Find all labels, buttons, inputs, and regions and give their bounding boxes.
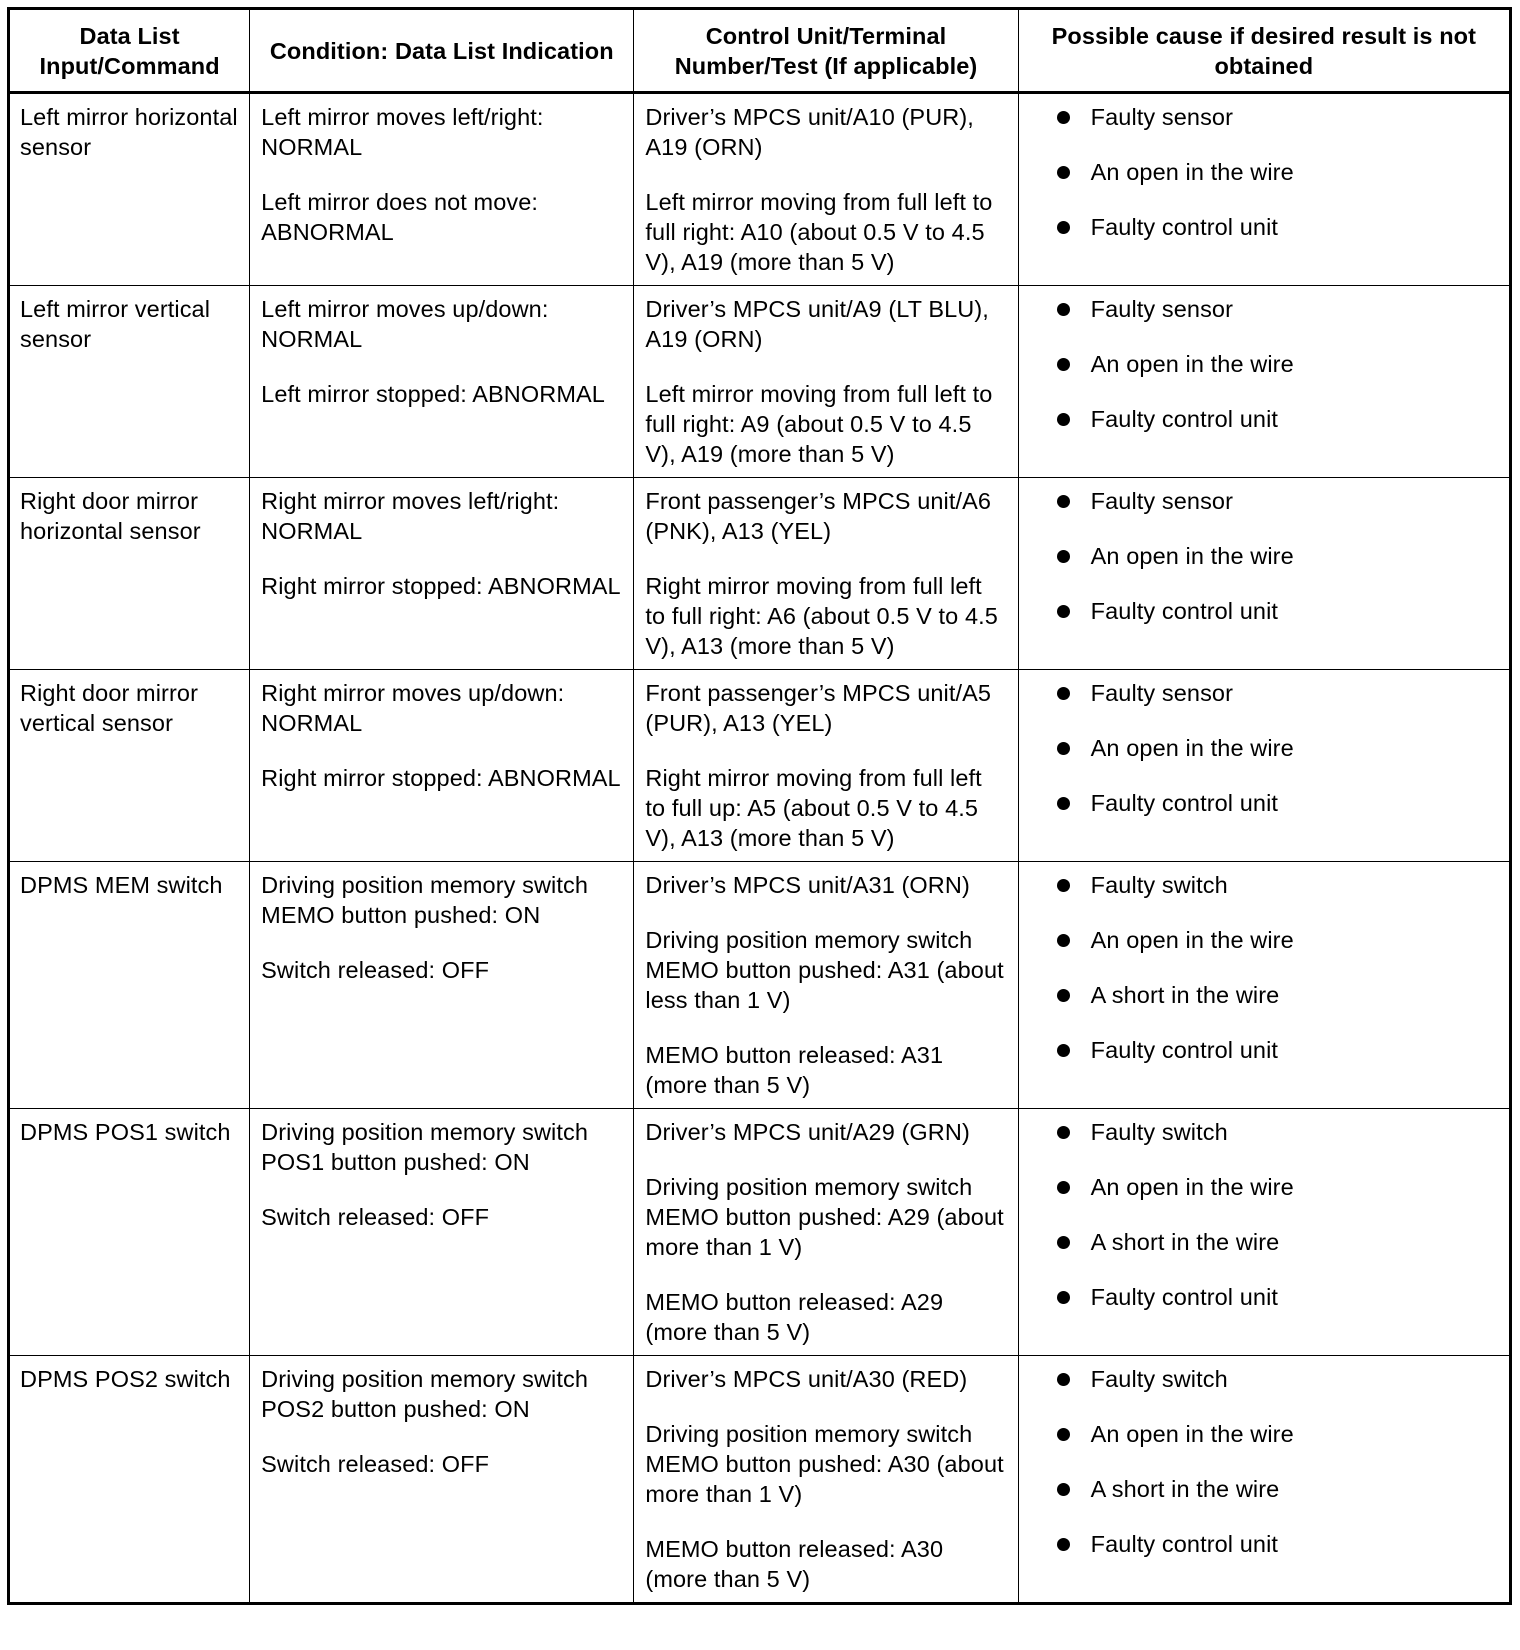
table-row xyxy=(9,862,1511,1109)
list-item xyxy=(1029,925,1499,955)
cause-text: An open in the wire xyxy=(1090,927,1294,953)
cell-input-command xyxy=(9,1356,250,1604)
cause-text: An open in the wire xyxy=(1090,351,1294,377)
bullet-icon xyxy=(1057,1236,1070,1249)
cell-input-command xyxy=(9,670,250,862)
list-item xyxy=(1029,1117,1499,1147)
cell-input-command xyxy=(9,1109,250,1356)
bullet-icon xyxy=(1057,934,1070,947)
list-item xyxy=(1029,294,1499,324)
cause-list xyxy=(1029,1117,1499,1312)
terminal-test-text: Driver’s MPCS unit/A31 (ORN) xyxy=(645,872,970,898)
list-item xyxy=(1029,678,1499,708)
cause-text: An open in the wire xyxy=(1090,735,1294,761)
condition-text: Left mirror moves left/right: NORMAL xyxy=(261,104,544,160)
bullet-icon xyxy=(1057,221,1070,234)
input-command-text: Left mirror horizontal sensor xyxy=(20,104,238,160)
cell-condition xyxy=(250,862,634,1109)
bullet-icon xyxy=(1057,1373,1070,1386)
cell-possible-cause xyxy=(1018,286,1510,478)
cell-terminal-test xyxy=(634,862,1018,1109)
list-item xyxy=(1029,1419,1499,1449)
input-command-text: DPMS POS1 switch xyxy=(20,1119,231,1145)
condition-text: Right mirror stopped: ABNORMAL xyxy=(261,765,621,791)
cause-text: Faulty sensor xyxy=(1090,104,1234,130)
condition-text: Driving position memory switch MEMO button pushed: ON xyxy=(261,872,589,928)
bullet-icon xyxy=(1057,879,1070,892)
cause-text: Faulty sensor xyxy=(1090,488,1234,514)
cell-condition xyxy=(250,1356,634,1604)
cause-list xyxy=(1029,1364,1499,1559)
list-item xyxy=(1029,1529,1499,1559)
page xyxy=(7,7,1512,1605)
condition-text: Switch released: OFF xyxy=(261,1204,490,1230)
cell-terminal-test xyxy=(634,286,1018,478)
cell-possible-cause xyxy=(1018,93,1510,286)
terminal-test-text: Front passenger’s MPCS unit/A6 (PNK), A13 (YEL) xyxy=(645,488,992,544)
cause-text: Faulty switch xyxy=(1090,1366,1228,1392)
input-command-text: DPMS POS2 switch xyxy=(20,1366,231,1392)
terminal-test-text: Driving position memory switch MEMO button pushed: A29 (about more than 1 V) xyxy=(645,1174,1004,1260)
condition-text: Left mirror stopped: ABNORMAL xyxy=(261,381,605,407)
header-terminal: Control Unit/Terminal Number/Test (If applicable) xyxy=(634,9,1018,93)
cell-input-command xyxy=(9,478,250,670)
bullet-icon xyxy=(1057,1181,1070,1194)
cause-text: Faulty control unit xyxy=(1090,598,1279,624)
condition-text: Right mirror moves left/right: NORMAL xyxy=(261,488,560,544)
cause-text: An open in the wire xyxy=(1090,1421,1294,1447)
list-item xyxy=(1029,349,1499,379)
cause-text: Faulty control unit xyxy=(1090,1531,1279,1557)
cause-text: Faulty control unit xyxy=(1090,1284,1279,1310)
cause-text: Faulty control unit xyxy=(1090,1037,1279,1063)
list-item xyxy=(1029,486,1499,516)
list-item xyxy=(1029,1172,1499,1202)
terminal-test-text: Driving position memory switch MEMO button pushed: A30 (about more than 1 V) xyxy=(645,1421,1004,1507)
cell-condition xyxy=(250,478,634,670)
terminal-test-text: Driver’s MPCS unit/A29 (GRN) xyxy=(645,1119,970,1145)
cell-condition xyxy=(250,1109,634,1356)
table-row xyxy=(9,670,1511,862)
terminal-test-text: Left mirror moving from full left to full right: A10 (about 0.5 V to 4.5 V), A19 (more than 5 V) xyxy=(645,189,993,275)
cause-text: An open in the wire xyxy=(1090,1174,1294,1200)
table-row xyxy=(9,478,1511,670)
cause-list xyxy=(1029,294,1499,434)
condition-text: Left mirror moves up/down: NORMAL xyxy=(261,296,549,352)
list-item xyxy=(1029,541,1499,571)
bullet-icon xyxy=(1057,303,1070,316)
bullet-icon xyxy=(1057,687,1070,700)
table-header xyxy=(9,9,1511,93)
cell-possible-cause xyxy=(1018,478,1510,670)
table-row xyxy=(9,1109,1511,1356)
table-row xyxy=(9,286,1511,478)
cause-list xyxy=(1029,678,1499,818)
terminal-test-text: MEMO button released: A30 (more than 5 V) xyxy=(645,1536,944,1592)
cause-text: An open in the wire xyxy=(1090,543,1294,569)
cause-text: Faulty switch xyxy=(1090,1119,1228,1145)
input-command-text: Right door mirror horizontal sensor xyxy=(20,488,201,544)
condition-text: Right mirror stopped: ABNORMAL xyxy=(261,573,621,599)
terminal-test-text: Driving position memory switch MEMO button pushed: A31 (about less than 1 V) xyxy=(645,927,1004,1013)
table-row xyxy=(9,1356,1511,1604)
data-list-table xyxy=(7,7,1512,1605)
condition-text: Driving position memory switch POS2 button pushed: ON xyxy=(261,1366,589,1422)
terminal-test-text: Front passenger’s MPCS unit/A5 (PUR), A13 (YEL) xyxy=(645,680,992,736)
input-command-text: Left mirror vertical sensor xyxy=(20,296,211,352)
list-item xyxy=(1029,212,1499,242)
header-row xyxy=(9,9,1511,93)
cell-terminal-test xyxy=(634,478,1018,670)
list-item xyxy=(1029,870,1499,900)
header-condition: Condition: Data List Indication xyxy=(250,9,634,93)
cause-list xyxy=(1029,870,1499,1065)
bullet-icon xyxy=(1057,1538,1070,1551)
header-possible-cause: Possible cause if desired result is not obtained xyxy=(1018,9,1510,93)
cause-text: A short in the wire xyxy=(1090,1229,1280,1255)
list-item xyxy=(1029,157,1499,187)
condition-text: Switch released: OFF xyxy=(261,957,490,983)
terminal-test-text: Right mirror moving from full left to full right: A6 (about 0.5 V to 4.5 V), A13 (more than 5 V) xyxy=(645,573,998,659)
cause-list xyxy=(1029,102,1499,242)
condition-text: Left mirror does not move: ABNORMAL xyxy=(261,189,539,245)
list-item xyxy=(1029,1035,1499,1065)
cell-terminal-test xyxy=(634,93,1018,286)
cause-text: An open in the wire xyxy=(1090,159,1294,185)
list-item xyxy=(1029,1227,1499,1257)
terminal-test-text: Driver’s MPCS unit/A30 (RED) xyxy=(645,1366,968,1392)
cell-terminal-test xyxy=(634,670,1018,862)
cell-possible-cause xyxy=(1018,670,1510,862)
cause-text: Faulty switch xyxy=(1090,872,1228,898)
bullet-icon xyxy=(1057,550,1070,563)
list-item xyxy=(1029,404,1499,434)
bullet-icon xyxy=(1057,605,1070,618)
cell-possible-cause xyxy=(1018,1109,1510,1356)
cell-condition xyxy=(250,286,634,478)
terminal-test-text: Driver’s MPCS unit/A9 (LT BLU), A19 (ORN) xyxy=(645,296,989,352)
condition-text: Right mirror moves up/down: NORMAL xyxy=(261,680,565,736)
cell-terminal-test xyxy=(634,1109,1018,1356)
input-command-text: Right door mirror vertical sensor xyxy=(20,680,198,736)
bullet-icon xyxy=(1057,1483,1070,1496)
bullet-icon xyxy=(1057,1044,1070,1057)
cell-input-command xyxy=(9,862,250,1109)
cell-possible-cause xyxy=(1018,1356,1510,1604)
bullet-icon xyxy=(1057,413,1070,426)
bullet-icon xyxy=(1057,1428,1070,1441)
bullet-icon xyxy=(1057,742,1070,755)
list-item xyxy=(1029,788,1499,818)
cell-input-command xyxy=(9,93,250,286)
list-item xyxy=(1029,1364,1499,1394)
bullet-icon xyxy=(1057,989,1070,1002)
cause-text: Faulty control unit xyxy=(1090,406,1279,432)
list-item xyxy=(1029,733,1499,763)
bullet-icon xyxy=(1057,358,1070,371)
bullet-icon xyxy=(1057,111,1070,124)
bullet-icon xyxy=(1057,1291,1070,1304)
cause-list xyxy=(1029,486,1499,626)
terminal-test-text: MEMO button released: A31 (more than 5 V) xyxy=(645,1042,944,1098)
bullet-icon xyxy=(1057,797,1070,810)
cause-text: Faulty control unit xyxy=(1090,790,1279,816)
cause-text: Faulty sensor xyxy=(1090,680,1234,706)
list-item xyxy=(1029,102,1499,132)
bullet-icon xyxy=(1057,166,1070,179)
cause-text: Faulty control unit xyxy=(1090,214,1279,240)
list-item xyxy=(1029,596,1499,626)
cell-possible-cause xyxy=(1018,862,1510,1109)
terminal-test-text: Right mirror moving from full left to full up: A5 (about 0.5 V to 4.5 V), A13 (more than 5 V) xyxy=(645,765,982,851)
list-item xyxy=(1029,1282,1499,1312)
cause-text: A short in the wire xyxy=(1090,982,1280,1008)
terminal-test-text: Driver’s MPCS unit/A10 (PUR), A19 (ORN) xyxy=(645,104,974,160)
condition-text: Switch released: OFF xyxy=(261,1451,490,1477)
list-item xyxy=(1029,1474,1499,1504)
condition-text: Driving position memory switch POS1 button pushed: ON xyxy=(261,1119,589,1175)
header-input-command: Data List Input/Command xyxy=(9,9,250,93)
table-row xyxy=(9,93,1511,286)
input-command-text: DPMS MEM switch xyxy=(20,872,223,898)
cell-condition xyxy=(250,670,634,862)
terminal-test-text: MEMO button released: A29 (more than 5 V) xyxy=(645,1289,944,1345)
cause-text: Faulty sensor xyxy=(1090,296,1234,322)
terminal-test-text: Left mirror moving from full left to full right: A9 (about 0.5 V to 4.5 V), A19 (more than 5 V) xyxy=(645,381,993,467)
table-body xyxy=(9,93,1511,1604)
cell-input-command xyxy=(9,286,250,478)
list-item xyxy=(1029,980,1499,1010)
cell-terminal-test xyxy=(634,1356,1018,1604)
cell-condition xyxy=(250,93,634,286)
bullet-icon xyxy=(1057,1126,1070,1139)
cause-text: A short in the wire xyxy=(1090,1476,1280,1502)
bullet-icon xyxy=(1057,495,1070,508)
